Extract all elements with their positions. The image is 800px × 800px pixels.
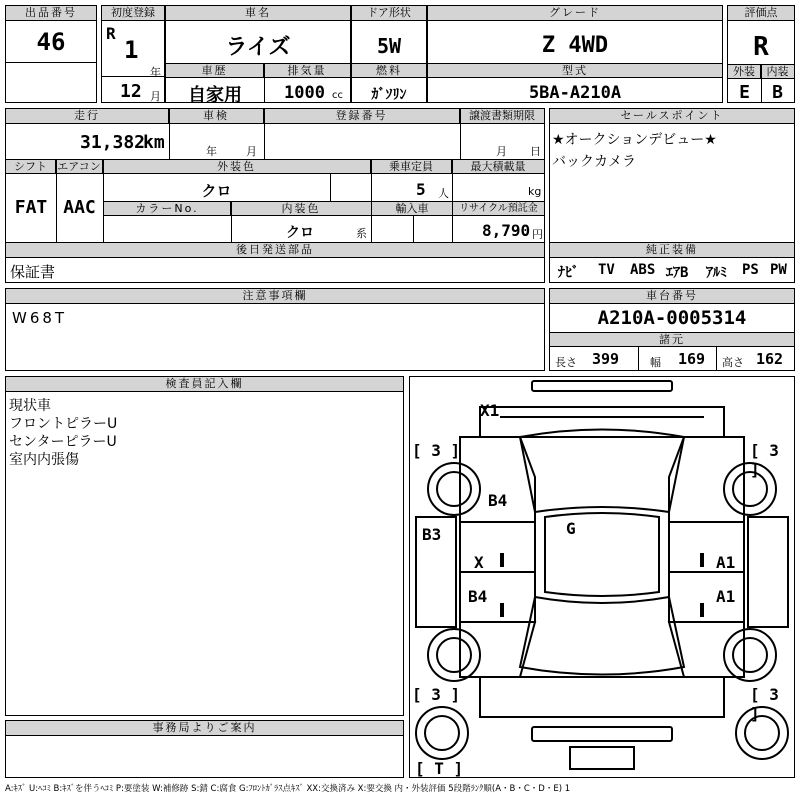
warranty-month-unit: 月 — [496, 145, 507, 158]
year-unit: 年 — [150, 66, 161, 79]
legend-text: A:ｷｽﾞ U:ﾍｺﾐ B:ｷｽﾞを伴うﾍｺﾐ P:要塗装 W:補修跡 S:錆 C:腐食 G:ﾌﾛﾝﾄｶﾞﾗｽ点ｷｽﾞ XX:交換済み X:要交換 内・外装評価 5段階ﾗﾝｸ順(A・B・C・D・E) 1 — [5, 784, 571, 794]
equipment-item: TV — [598, 262, 615, 278]
tire-tread-rear-right: [ 3 ] — [750, 685, 779, 723]
color-no-label: カラーNo. — [104, 202, 231, 216]
damage-mark-b4-bottom: B4 — [468, 587, 488, 606]
spare-tire: [ T ] — [415, 759, 464, 778]
shift-label: シフト — [6, 160, 56, 174]
damage-mark-a1-bottom: A1 — [716, 587, 736, 606]
warranty-day-unit: 日 — [530, 145, 541, 158]
inspector-line: 現状車 — [9, 398, 51, 414]
damage-mark-g: G — [566, 519, 576, 538]
car-outline-diagram — [410, 377, 794, 777]
sales-points-box — [549, 108, 795, 283]
door-value: 5W — [376, 34, 402, 58]
history-value: 自家用 — [188, 85, 242, 106]
chassis-value: A210A-0005314 — [597, 307, 747, 329]
era-value: R — [106, 24, 116, 43]
damage-mark-b4-top: B4 — [488, 491, 508, 510]
damage-mark-x: X — [474, 553, 484, 572]
inspector-line: 室内内張傷 — [9, 452, 79, 468]
exterior-label: 外装 — [728, 65, 761, 79]
interior-label: 内装 — [761, 65, 794, 79]
sales-point-line: ★オークションデビュー★ — [552, 132, 717, 148]
ext-color-label: 外装色 — [103, 160, 371, 174]
score-label: 評価点 — [728, 6, 794, 21]
damage-mark-x1: X1 — [480, 401, 500, 420]
int-color-unit: 系 — [356, 227, 367, 240]
spec-label: 諸元 — [550, 333, 794, 347]
reg-no-label: 登録番号 — [264, 109, 460, 124]
shift-value: FAT — [14, 197, 48, 218]
damage-mark-b3: B3 — [422, 525, 442, 544]
int-color-label: 内装色 — [231, 202, 371, 216]
inspection-month-unit: 月 — [246, 145, 257, 158]
inspector-label: 検査員記入欄 — [6, 377, 403, 392]
door-label: ドア形状 — [352, 6, 426, 21]
displacement-unit: cc — [332, 90, 343, 101]
capacity-unit: 人 — [438, 187, 449, 200]
car-diagram-box — [409, 376, 795, 778]
tire-tread-rear-left: [ 3 ] — [412, 685, 461, 704]
warranty-label: 譲渡書類期限 — [460, 109, 544, 124]
aircon-value: AAC — [63, 197, 96, 218]
grade-box — [427, 5, 723, 103]
later-parts-label: 後日発送部品 — [6, 243, 544, 258]
equipment-item: ｴｱB — [666, 265, 689, 281]
inspection-label: 車検 — [169, 109, 264, 124]
notes-label: 注意事項欄 — [6, 289, 544, 304]
grade-label: グレード — [428, 6, 722, 21]
int-color-value: クロ — [286, 225, 314, 241]
vehicle-details-box — [5, 108, 545, 283]
ext-color-value: クロ — [201, 182, 232, 200]
length-value: 399 — [592, 350, 620, 368]
sales-point-line: バックカメラ — [552, 154, 636, 170]
equipment-label: 純正装備 — [550, 243, 794, 258]
fuel-value: ｶﾞｿﾘﾝ — [371, 87, 407, 103]
chassis-label: 車台番号 — [550, 289, 794, 304]
history-label: 車歴 — [166, 64, 264, 78]
displacement-label: 排気量 — [264, 64, 350, 78]
first-registration-label: 初度登録 — [102, 6, 164, 21]
score-box — [727, 5, 795, 103]
recycle-label: リサイクル預託金 — [453, 202, 544, 216]
length-label: 長さ — [555, 356, 577, 369]
max-load-unit: kg — [528, 185, 542, 198]
equipment-item: ﾅﾋﾞ — [558, 265, 579, 281]
lot-number-box — [5, 5, 97, 103]
notes-box — [5, 288, 545, 371]
exterior-value: E — [739, 82, 750, 103]
mileage-value: 31,382 — [80, 132, 146, 153]
later-parts-value: 保証書 — [10, 263, 56, 281]
office-label: 事務局よりご案内 — [6, 721, 403, 736]
chassis-box — [549, 288, 795, 371]
inspector-box — [5, 376, 404, 716]
model-value: 5BA-A210A — [528, 83, 622, 103]
grade-value: Z 4WD — [541, 33, 609, 58]
model-label: 型式 — [428, 64, 722, 78]
tire-tread-front-left: [ 3 ] — [412, 441, 461, 460]
notes-value: W68T — [12, 309, 68, 327]
damage-mark-a1-top: A1 — [716, 553, 736, 572]
inspector-line: フロントピラーU — [9, 416, 118, 432]
recycle-unit: 円 — [532, 228, 543, 241]
door-box — [351, 5, 427, 103]
capacity-label: 乗車定員 — [371, 160, 452, 174]
month-unit: 月 — [150, 90, 161, 103]
car-name-label: 車名 — [166, 6, 350, 21]
fuel-label: 燃料 — [352, 64, 426, 78]
score-value: R — [753, 32, 769, 62]
max-load-label: 最大積載量 — [452, 160, 544, 174]
car-name-box — [165, 5, 351, 106]
recycle-value: 8,790 — [482, 221, 531, 240]
inspector-line: センターピラーU — [9, 434, 117, 450]
equipment-item: PW — [770, 262, 787, 278]
height-label: 高さ — [722, 356, 744, 369]
office-box — [5, 720, 404, 778]
lot-number-label: 出品番号 — [6, 6, 96, 21]
width-label: 幅 — [650, 356, 661, 369]
mileage-unit: km — [143, 132, 165, 153]
width-value: 169 — [678, 350, 706, 368]
equipment-item: ｱﾙﾐ — [706, 265, 727, 281]
displacement-value: 1000 — [284, 83, 325, 103]
equipment-item: ABS — [630, 262, 656, 278]
equipment-item: PS — [742, 262, 759, 278]
capacity-value: 5 — [416, 180, 426, 199]
interior-value: B — [772, 82, 783, 103]
lot-number-value: 46 — [36, 28, 66, 56]
import-label: 輸入車 — [372, 202, 452, 216]
height-value: 162 — [756, 350, 784, 368]
month-value: 12 — [120, 81, 142, 102]
aircon-label: エアコン — [56, 160, 103, 174]
mileage-label: 走行 — [6, 109, 169, 124]
sales-points-label: セールスポイント — [550, 109, 794, 124]
inspection-year-unit: 年 — [206, 145, 217, 158]
car-name-value: ライズ — [225, 35, 291, 60]
tire-tread-front-right: [ 3 ] — [750, 441, 779, 479]
year-value: 1 — [124, 36, 139, 64]
first-registration-box — [101, 5, 165, 103]
